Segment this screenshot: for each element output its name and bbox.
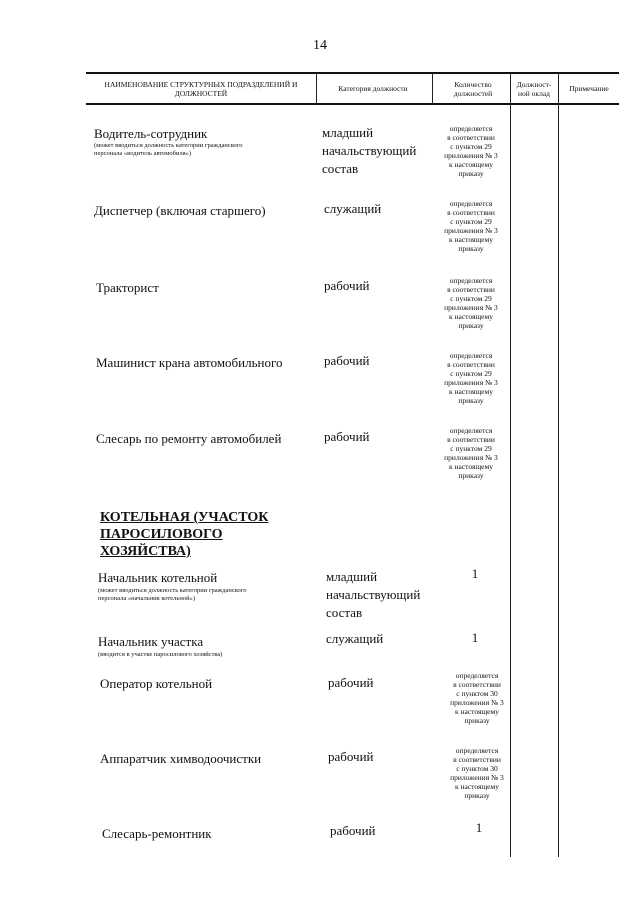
col-divider	[558, 73, 559, 857]
position-name: Начальник котельной	[98, 570, 218, 585]
col-divider	[432, 73, 433, 105]
position-count: 1	[475, 820, 483, 835]
position-note: (вводится в участке паросилового хозяйства)	[98, 651, 223, 658]
position-category: рабочий	[324, 278, 370, 293]
position-name: Слесарь-ремонтник	[102, 826, 212, 841]
position-category: рабочий	[328, 675, 374, 690]
position-category: младший начальствующий состав	[322, 125, 417, 176]
col-divider	[316, 73, 317, 105]
position-count: определяется в соответствии с пунктом 29 приложения № 3 к настоящему приказу	[444, 351, 498, 405]
position-count: определяется в соответствии с пунктом 29 приложения № 3 к настоящему приказу	[444, 124, 498, 178]
position-category: рабочий	[330, 823, 376, 838]
position-name: Машинист крана автомобильного	[96, 355, 283, 370]
position-note: (может вводиться должность категории гражданского персонала «водитель автомобиля»)	[94, 142, 243, 157]
position-name: Оператор котельной	[100, 676, 213, 691]
position-count: определяется в соответствии с пунктом 30 приложения № 3 к настоящему приказу	[450, 746, 504, 800]
position-category: рабочий	[324, 429, 370, 444]
position-count: 1	[471, 630, 479, 645]
position-category: рабочий	[324, 353, 370, 368]
page-number: 14	[313, 38, 327, 53]
header-bottom-rule	[86, 103, 619, 105]
position-count: определяется в соответствии с пунктом 29 приложения № 3 к настоящему приказу	[444, 426, 498, 480]
position-name: Слесарь по ремонту автомобилей	[96, 431, 282, 446]
position-category: служащий	[326, 631, 384, 646]
position-name: Начальник участка	[98, 634, 204, 649]
header-note: Примечание	[569, 84, 609, 93]
position-note: (может вводиться должность категории гражданского персонала «начальник котельной»)	[98, 587, 247, 602]
section-heading: КОТЕЛЬНАЯ (УЧАСТОК ПАРОСИЛОВОГО ХОЗЯЙСТВА)	[100, 510, 269, 559]
position-count: определяется в соответствии с пунктом 30 приложения № 3 к настоящему приказу	[450, 671, 504, 725]
header-name: НАИМЕНОВАНИЕ СТРУКТУРНЫХ ПОДРАЗДЕЛЕНИЙ И ДОЛЖНОСТЕЙ	[104, 79, 298, 98]
col-divider	[510, 73, 511, 857]
position-category: служащий	[324, 201, 382, 216]
position-count: определяется в соответствии с пунктом 29 приложения № 3 к настоящему приказу	[444, 199, 498, 253]
position-name: Тракторист	[96, 280, 159, 295]
position-name: Аппаратчик химводоочистки	[100, 751, 262, 766]
position-name: Водитель-сотрудник	[94, 126, 208, 141]
header-category: Категория должности	[338, 84, 408, 93]
position-category: младший начальствующий состав	[326, 569, 421, 620]
position-name: Диспетчер (включая старшего)	[94, 203, 266, 218]
position-count: определяется в соответствии с пунктом 29 приложения № 3 к настоящему приказу	[444, 276, 498, 330]
header-salary: Должност-ной оклад	[516, 79, 552, 98]
position-category: рабочий	[328, 749, 374, 764]
header-count: Количество должностей	[453, 79, 493, 98]
position-count: 1	[471, 566, 479, 581]
